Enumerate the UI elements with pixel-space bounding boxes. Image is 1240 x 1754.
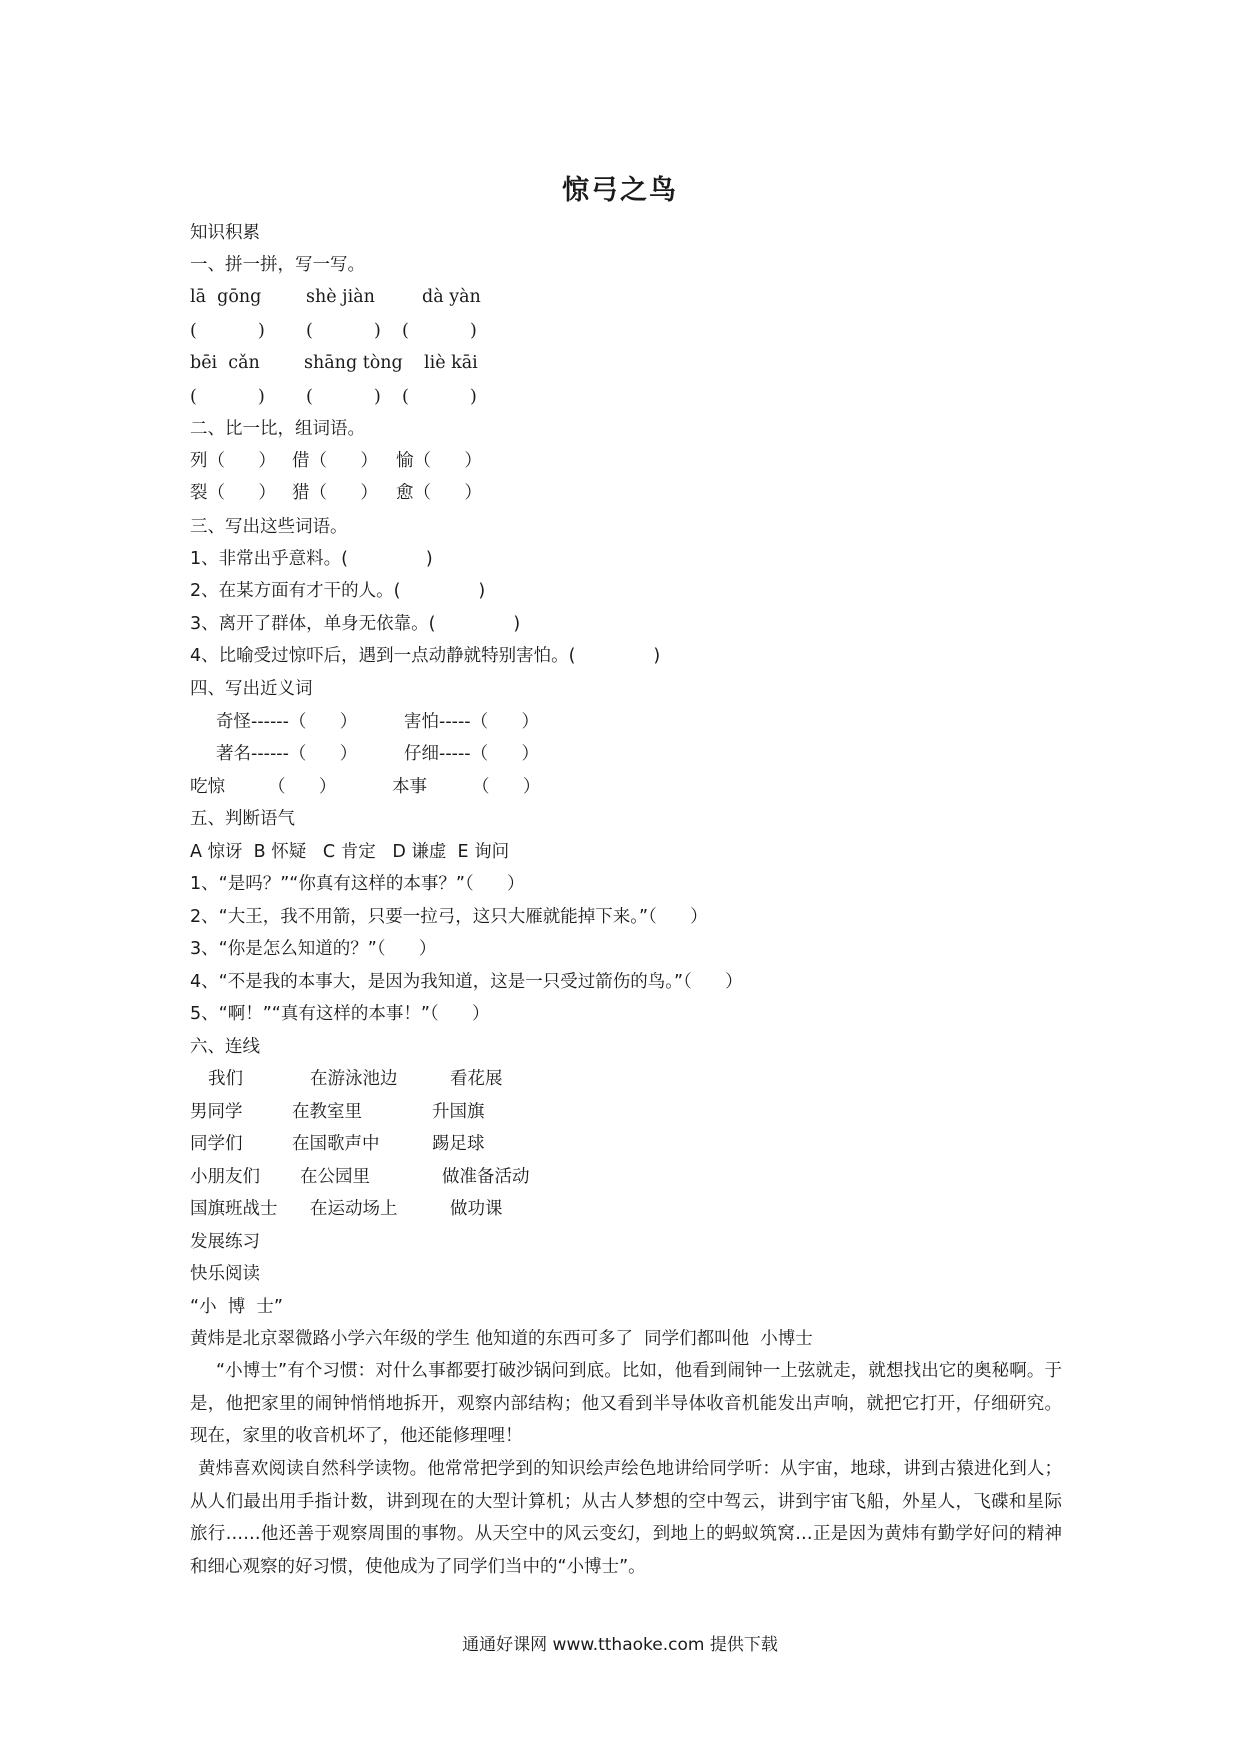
pinyin-la-gong: lā gōng xyxy=(190,287,262,307)
word-item[interactable]: 借（ ） xyxy=(292,451,378,471)
match-action[interactable]: 看花展 xyxy=(450,1069,503,1089)
pinyin-lie-kai: liè kāi xyxy=(424,353,478,373)
q5-item[interactable]: 4、“不是我的本事大，是因为我知道，这是一只受过箭伤的鸟。”（ ） xyxy=(190,972,743,992)
pinyin-bei-can: bēi cǎn xyxy=(190,353,260,373)
q5-item[interactable]: 5、“啊！”“真有这样的本事！”（ ） xyxy=(190,1004,490,1024)
answer-blank[interactable]: ( ) xyxy=(190,387,265,407)
match-action[interactable]: 做准备活动 xyxy=(442,1167,530,1187)
match-place[interactable]: 在教室里 xyxy=(292,1102,362,1122)
q5-item[interactable]: 3、“你是怎么知道的？”（ ） xyxy=(190,939,437,959)
answer-blank[interactable]: （ ） xyxy=(472,777,541,797)
match-action[interactable]: 踢足球 xyxy=(432,1134,485,1154)
q3-item[interactable]: 2、在某方面有才干的人。( ) xyxy=(190,581,486,601)
footer: 通通好课网 www.tthaoke.com 提供下载 xyxy=(462,1635,778,1655)
q5-item[interactable]: 1、“是吗？”“你真有这样的本事？”（ ） xyxy=(190,874,525,894)
answer-blank[interactable]: （ ） xyxy=(268,777,337,797)
match-action[interactable]: 做功课 xyxy=(450,1199,503,1219)
answer-blank[interactable]: ( ) xyxy=(402,321,477,341)
q3-item[interactable]: 4、比喻受过惊吓后，遇到一点动静就特别害怕。( ) xyxy=(190,646,661,666)
q6-heading: 六、连线 xyxy=(190,1037,260,1057)
section-reading: 快乐阅读 xyxy=(190,1264,260,1284)
synonym-item[interactable]: 仔细-----（ ） xyxy=(404,744,539,764)
section-knowledge: 知识积累 xyxy=(190,223,260,243)
pinyin-da-yan: dà yàn xyxy=(422,287,481,307)
answer-blank[interactable]: ( ) xyxy=(306,387,381,407)
word-item[interactable]: 列（ ） xyxy=(190,451,276,471)
match-place[interactable]: 在国歌声中 xyxy=(292,1134,380,1154)
word-item[interactable]: 裂（ ） xyxy=(190,483,276,503)
answer-blank[interactable]: ( ) xyxy=(402,387,477,407)
q4-heading: 四、写出近义词 xyxy=(190,679,313,699)
synonym-item[interactable]: 害怕-----（ ） xyxy=(404,712,539,732)
pinyin-she-jian: shè jiàn xyxy=(306,287,375,307)
q5-item[interactable]: 2、“大王，我不用箭，只要一拉弓，这只大雁就能掉下来。”（ ） xyxy=(190,907,708,927)
reading-paragraph: 黄炜喜欢阅读自然科学读物。他常常把学到的知识绘声绘色地讲给同学听：从宇宙，地球，讲到古猿进化到人；从人们最出用手指计数，讲到现在的大型计算机；从古人梦想的空中驾云，讲到宇宙飞船，外星人，飞碟和星际旅行……他还善于观察周围的事物。从天空中的风云变幻，到地上的蚂蚁筑窝…正是因为黄炜有勤学好问的精神和细心观察的好习惯，使他成为了同学们当中的“小博士”。 xyxy=(190,1459,1062,1577)
answer-blank[interactable]: ( ) xyxy=(306,321,381,341)
match-subject[interactable]: 男同学 xyxy=(190,1102,243,1122)
answer-blank[interactable]: ( ) xyxy=(190,321,265,341)
q5-options: A 惊讶 B 怀疑 C 肯定 D 谦虚 E 询问 xyxy=(190,842,510,862)
page-title: 惊弓之鸟 xyxy=(562,175,678,206)
section-develop: 发展练习 xyxy=(190,1232,260,1252)
word-item[interactable]: 猎（ ） xyxy=(292,483,378,503)
match-subject[interactable]: 小朋友们 xyxy=(190,1167,260,1187)
word-item[interactable]: 愈（ ） xyxy=(396,483,482,503)
match-subject[interactable]: 国旗班战士 xyxy=(190,1199,278,1219)
q5-heading: 五、判断语气 xyxy=(190,809,295,829)
q3-heading: 三、写出这些词语。 xyxy=(190,517,348,537)
match-place[interactable]: 在游泳池边 xyxy=(310,1069,398,1089)
reading-paragraph: “小博士”有个习惯：对什么事都要打破沙锅问到底。比如，他看到闹钟一上弦就走，就想找出它的奥秘啊。于是，他把家里的闹钟悄悄地拆开，观察内部结构；他又看到半导体收音机能发出声响，就把它打开，仔细研究。现在，家里的收音机坏了，他还能修理哩！ xyxy=(190,1361,1062,1446)
reading-line: 黄炜是北京翠微路小学六年级的学生 他知道的东西可多了 同学们都叫他 小博士 xyxy=(190,1329,813,1349)
word-item[interactable]: 愉（ ） xyxy=(396,451,482,471)
synonym-word: 本事 xyxy=(392,777,427,797)
synonym-item[interactable]: 著名------（ ） xyxy=(216,744,358,764)
synonym-word: 吃惊 xyxy=(190,777,225,797)
q1-heading: 一、拼一拼，写一写。 xyxy=(190,255,365,275)
reading-title: “小 博 士” xyxy=(190,1297,283,1317)
q3-item[interactable]: 3、离开了群体，单身无依靠。( ) xyxy=(190,614,521,634)
match-place[interactable]: 在公园里 xyxy=(300,1167,370,1187)
match-subject[interactable]: 我们 xyxy=(208,1069,243,1089)
match-place[interactable]: 在运动场上 xyxy=(310,1199,398,1219)
match-subject[interactable]: 同学们 xyxy=(190,1134,243,1154)
synonym-item[interactable]: 奇怪------（ ） xyxy=(216,712,358,732)
q2-heading: 二、比一比，组词语。 xyxy=(190,419,365,439)
pinyin-shang-tong: shāng tòng xyxy=(304,353,403,373)
q3-item[interactable]: 1、非常出乎意料。( ) xyxy=(190,549,433,569)
match-action[interactable]: 升国旗 xyxy=(432,1102,485,1122)
